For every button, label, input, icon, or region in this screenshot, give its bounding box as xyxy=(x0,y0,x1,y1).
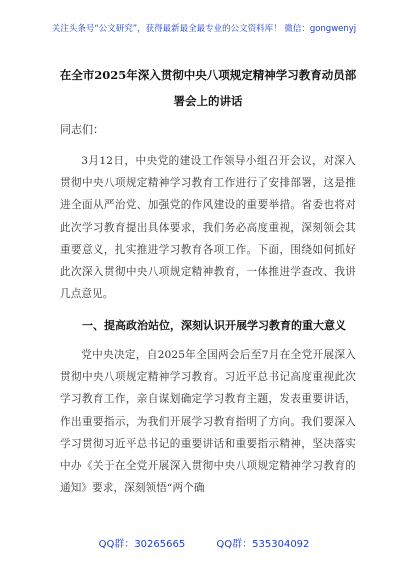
body-paragraph: 3月12日，中央党的建设工作领导小组召开会议，对深入贯彻中央八项规定精神学习教育工作进行了安排部署，这是推进全面从严治党、加强党的作风建设的重要举措。省委也将对此次学习教育提出具体要求，我们务必高度重视，深刻领会其重要意义，扎实推进学习教育各项工作。下面，围绕如何抓好此次深入贯彻中央八项规定精神教育，一体推进学查改、我讲几点意见。 xyxy=(60,155,356,301)
section-heading: 一、提高政治站位，深刻认识开展学习教育的重大意义 xyxy=(82,319,346,332)
footer-contacts xyxy=(0,535,408,550)
salutation: 同志们： xyxy=(60,123,104,136)
document-title: 在全市2025年深入贯彻中央八项规定精神学习教育动员部署会上的讲话 xyxy=(59,68,357,108)
qq-group-2: QQ群：535304092 xyxy=(216,539,310,550)
body-paragraph: 党中央决定，自2025年全国两会后至7月在全党开展深入贯彻中央八项规定精神学习教育。习近平总书记高度重视此次学习教育工作，亲自谋划确定学习教育主题，发表重要讲话，作出重要指示，为我们开展学习教育指明了方向。我们要深入学习贯彻习近平总书记的重要讲话和重要指示精神，坚决落实中办《关于在全党开展深入贯彻中央八项规定精神学习教育的通知》要求，深刻领悟“两个确 xyxy=(60,349,356,495)
qq-group-1: QQ群：30265665 xyxy=(98,539,186,550)
header-note: 关注头条号“公文研究”，获得最新最全最专业的公文资料库！ 微信：gongwenyj xyxy=(51,24,357,34)
